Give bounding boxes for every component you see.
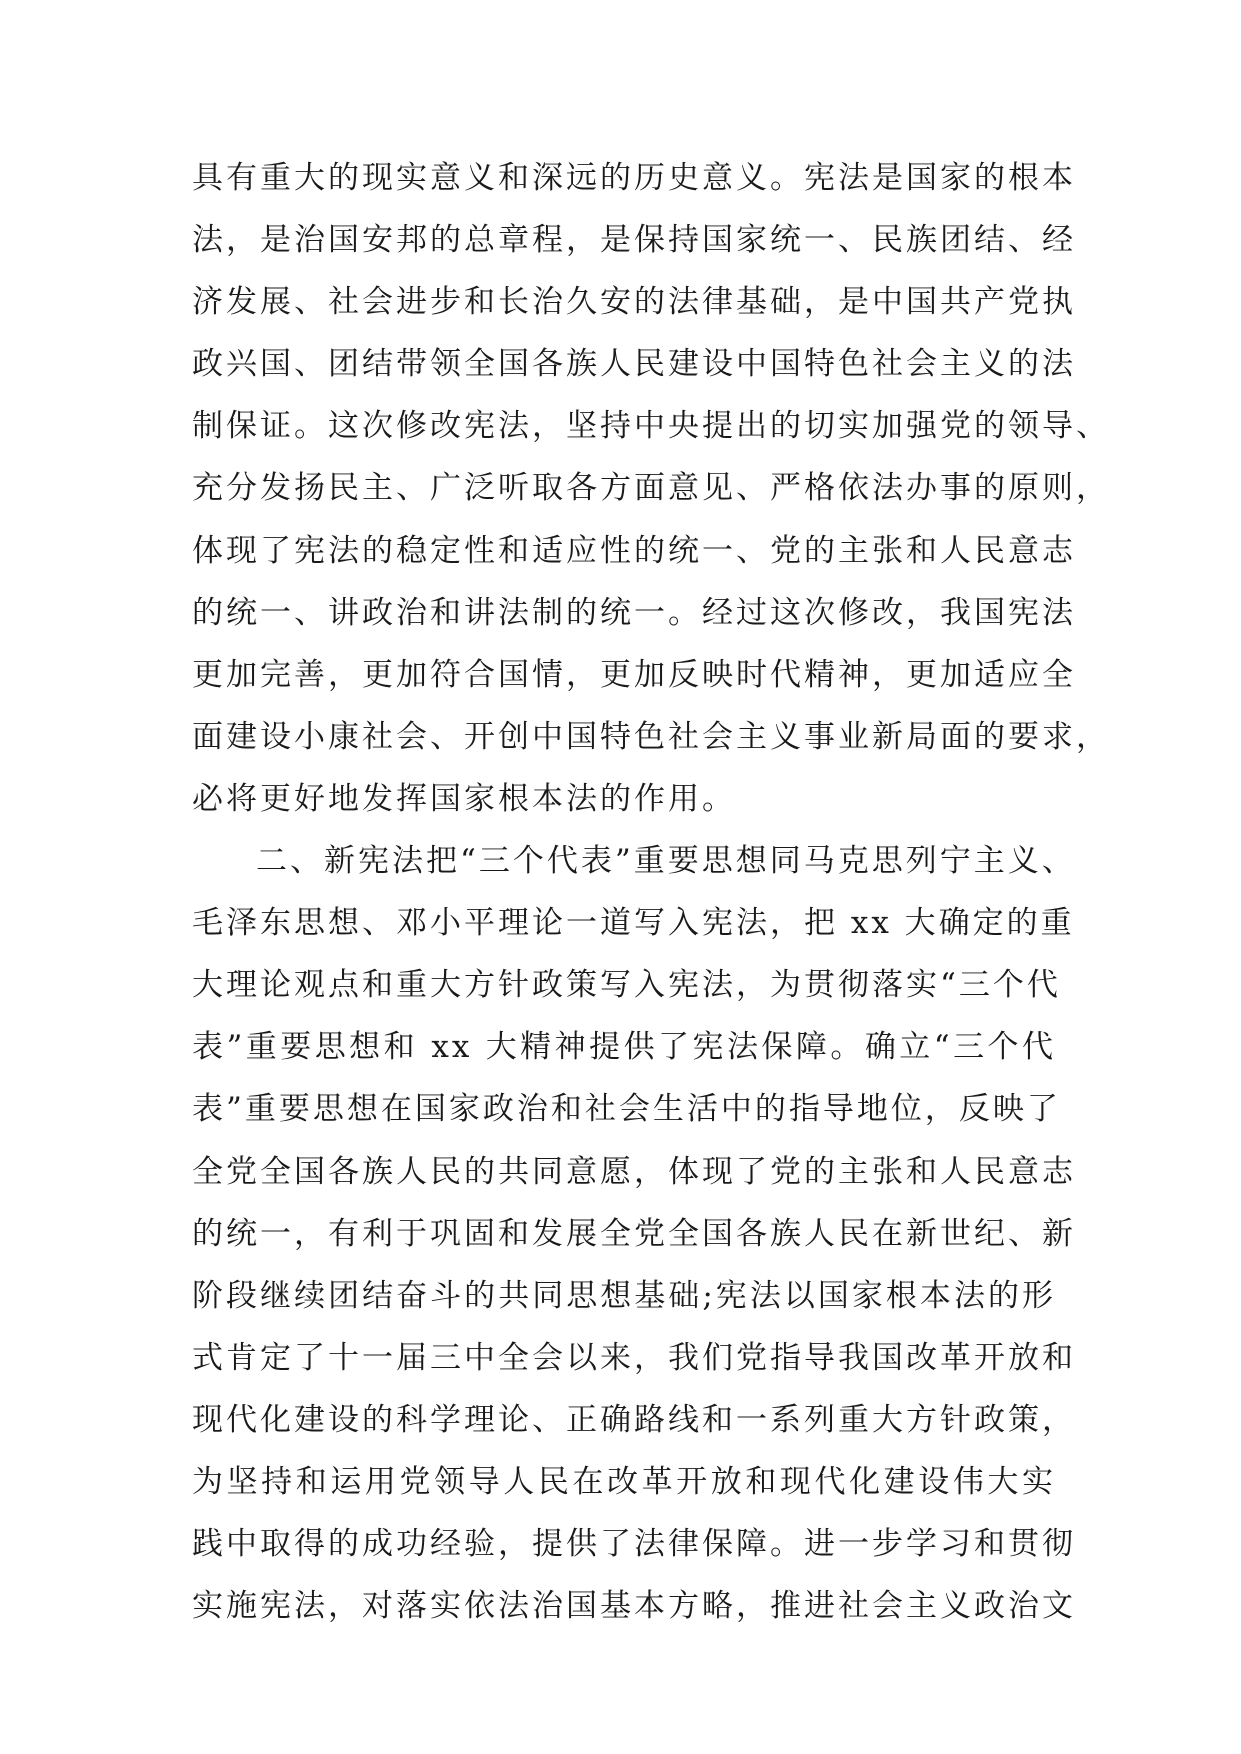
text-line: 面建设小康社会、开创中国特色社会主义事业新局面的要求， (192, 718, 1110, 755)
text-line: 大理论观点和重大方针政策写入宪法，为贯彻落实“三个代 (192, 967, 1061, 1004)
paragraph-2 (192, 830, 1076, 1637)
text-line: 济发展、社会进步和长治久安的法律基础，是中国共产党执 (192, 284, 1076, 321)
text-line: 为坚持和运用党领导人民在改革开放和现代化建设伟大实 (192, 1463, 1056, 1500)
text-line: 制保证。这次修改宪法，坚持中央提出的切实加强党的领导、 (192, 408, 1110, 445)
text-line: 表”重要思想在国家政治和社会生活中的指导地位，反映了 (192, 1091, 1061, 1128)
text-line: 表”重要思想和 xx 大精神提供了宪法保障。确立“三个代 (192, 1029, 1056, 1066)
text-line: 体现了宪法的稳定性和适应性的统一、党的主张和人民意志 (192, 532, 1076, 569)
text-line: 践中取得的成功经验，提供了法律保障。进一步学习和贯彻 (192, 1526, 1076, 1563)
text-line: 毛泽东思想、邓小平理论一道写入宪法，把 xx 大确定的重 (192, 905, 1075, 942)
paragraph-1 (192, 147, 1110, 830)
text-line: 法，是治国安邦的总章程，是保持国家统一、民族团结、经 (192, 222, 1076, 259)
text-line: 阶段继续团结奋斗的共同思想基础;宪法以国家根本法的形 (192, 1277, 1056, 1314)
text-line: 的统一，有利于巩固和发展全党全国各族人民在新世纪、新 (192, 1215, 1076, 1252)
text-line: 充分发扬民主、广泛听取各方面意见、严格依法办事的原则， (192, 470, 1110, 507)
text-line: 更加完善，更加符合国情，更加反映时代精神，更加适应全 (192, 656, 1076, 693)
text-line: 现代化建设的科学理论、正确路线和一系列重大方针政策， (192, 1401, 1076, 1438)
text-line: 具有重大的现实意义和深远的历史意义。宪法是国家的根本 (192, 160, 1076, 196)
text-line: 政兴国、团结带领全国各族人民建设中国特色社会主义的法 (192, 346, 1076, 383)
text-line: 二、新宪法把“三个代表”重要思想同马克思列宁主义、 (256, 843, 1076, 880)
text-line: 式肯定了十一届三中全会以来，我们党指导我国改革开放和 (192, 1339, 1076, 1376)
text-line: 必将更好地发挥国家根本法的作用。 (192, 780, 736, 817)
document-body (192, 147, 1110, 1637)
text-line: 全党全国各族人民的共同意愿，体现了党的主张和人民意志 (192, 1153, 1076, 1190)
text-line: 实施宪法，对落实依法治国基本方略，推进社会主义政治文 (192, 1588, 1076, 1625)
text-line: 的统一、讲政治和讲法制的统一。经过这次修改，我国宪法 (192, 594, 1076, 631)
